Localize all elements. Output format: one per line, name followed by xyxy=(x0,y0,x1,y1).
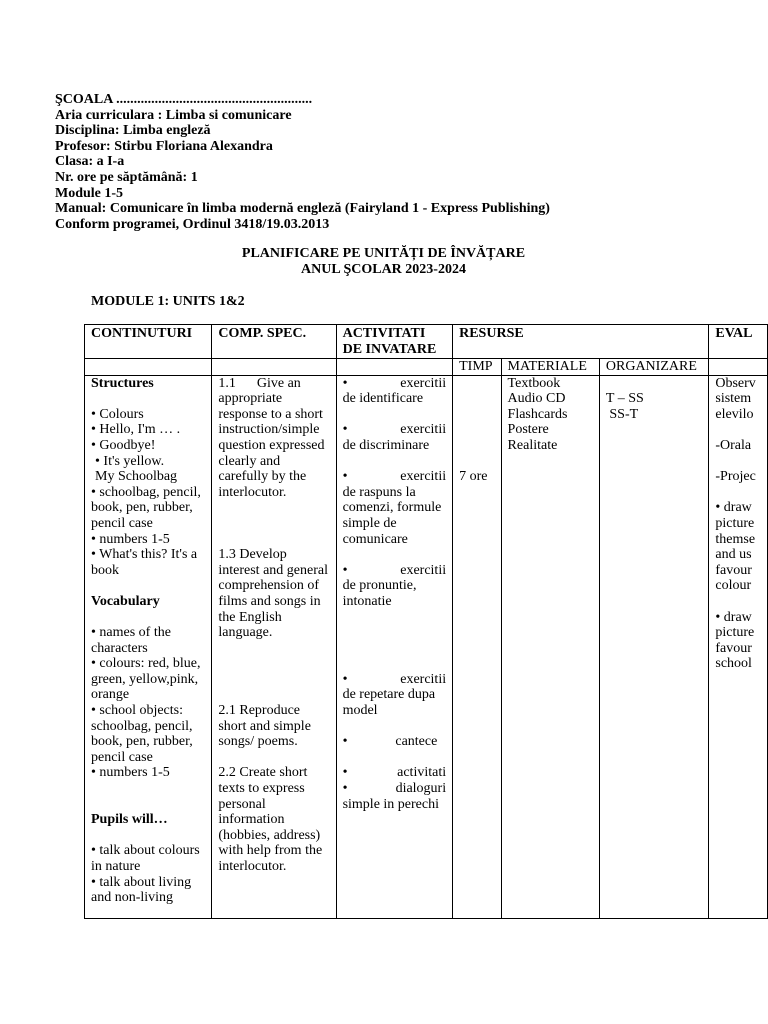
activity-text: de repetare dupa model xyxy=(342,687,436,719)
activity-item: • cantece xyxy=(342,734,438,750)
list-item: • Goodbye! xyxy=(91,437,156,453)
document-title xyxy=(0,246,768,278)
list-item: • numbers 1-5 xyxy=(91,765,170,781)
subheader-timp: TIMP xyxy=(453,359,501,376)
header-teacher: Profesor: Stirbu Floriana Alexandra xyxy=(55,138,273,154)
material-item: Realitate xyxy=(507,437,558,453)
evaluation-line: colour xyxy=(715,578,752,594)
evaluation-line: • draw xyxy=(715,500,752,516)
activity-text: de pronuntie, intonatie xyxy=(342,578,417,609)
activity-item: • exercitii xyxy=(342,671,447,687)
activity-text: simple in perechi xyxy=(342,796,439,812)
list-item: • colours: red, blue, green, yellow,pink, orange xyxy=(91,656,201,703)
time-value: 7 ore xyxy=(459,469,488,485)
header-class: Clasa: a I-a xyxy=(55,154,125,170)
evaluation-line: picture xyxy=(715,515,755,531)
cell-materiale xyxy=(501,375,599,918)
activity-text: de raspuns la comenzi, formule simple de comunicare xyxy=(342,484,442,547)
list-item: • It's yellow. xyxy=(95,453,165,469)
material-item: Flashcards xyxy=(507,406,568,422)
material-item: Audio CD xyxy=(507,391,566,407)
organization-item: SS-T xyxy=(605,406,639,422)
activity-item: • exercitii xyxy=(342,422,447,438)
competence-item: 2.2 Create short texts to express personal information (hobbies, address) with help from the interlocutor. xyxy=(218,765,323,874)
subheader-materiale: MATERIALE xyxy=(501,359,599,376)
evaluation-line: elevilo xyxy=(715,406,754,422)
cell-activitati xyxy=(336,375,453,918)
activity-text: de discriminare xyxy=(342,437,430,453)
header-discipline: Disciplina: Limba engleză xyxy=(55,123,211,139)
header-activitati: ACTIVITATI DE INVATARE xyxy=(336,325,453,359)
cell-comp-spec xyxy=(212,375,336,918)
evaluation-line: and us xyxy=(715,547,752,563)
competence-item: 1.1 Give an appropriate response to a short instruction/simple question expressed clearly and carefully by the interlocutor. xyxy=(218,375,329,500)
header-comp-spec: COMP. SPEC. xyxy=(212,325,336,359)
evaluation-line: picture xyxy=(715,625,755,641)
evaluation-line: -Orala xyxy=(715,437,752,453)
activity-item: • exercitii xyxy=(342,469,447,485)
evaluation-line: -Projec xyxy=(715,469,756,485)
list-item: • school objects: schoolbag, pencil, book, pen, rubber, pencil case xyxy=(91,703,193,765)
list-item: • Hello, I'm … . xyxy=(91,422,181,438)
evaluation-line: school xyxy=(715,656,752,672)
competence-item: 2.1 Reproduce short and simple songs/ poems. xyxy=(218,703,311,750)
title-line-2: ANUL ŞCOLAR 2023-2024 xyxy=(301,262,466,277)
activity-item: • dialoguri xyxy=(342,781,447,797)
list-item: • names of the characters xyxy=(91,625,171,656)
activity-text: de identificare xyxy=(342,391,424,407)
material-item: Postere xyxy=(507,422,549,438)
evaluation-line: Observ xyxy=(715,375,756,391)
list-item: • numbers 1-5 xyxy=(91,531,170,547)
organization-item: T – SS xyxy=(605,391,644,407)
activity-item: • activitati xyxy=(342,765,447,781)
pupils-title: Pupils will… xyxy=(91,812,168,828)
header-curricular-area: Aria curriculara : Limba si comunicare xyxy=(55,107,292,123)
evaluation-line: • draw xyxy=(715,609,752,625)
evaluation-line: themse xyxy=(715,531,756,547)
document-header xyxy=(55,92,550,232)
header-resurse: RESURSE xyxy=(453,325,709,359)
cell-organizare xyxy=(599,375,708,918)
cell-continuturi xyxy=(85,375,212,918)
planning-table xyxy=(84,324,768,919)
competence-item: 1.3 Develop interest and general comprehension of films and songs in the English language. xyxy=(218,547,328,641)
header-manual: Manual: Comunicare în limba modernă engleză (Fairyland 1 - Express Publishing) xyxy=(55,201,550,217)
header-hours: Nr. ore pe săptămână: 1 xyxy=(55,169,198,185)
activity-item: • exercitii xyxy=(342,562,447,578)
evaluation-line: sistem xyxy=(715,391,752,407)
header-programme: Conform programei, Ordinul 3418/19.03.2013 xyxy=(55,216,330,232)
header-continuturi: CONTINUTURI xyxy=(85,325,212,359)
list-item: My Schoolbag xyxy=(95,469,178,485)
evaluation-line: favour xyxy=(715,640,752,656)
activity-item: • exercitii xyxy=(342,375,447,391)
module-heading: MODULE 1: UNITS 1&2 xyxy=(91,294,245,309)
material-item: Textbook xyxy=(507,375,561,391)
cell-timp xyxy=(453,375,501,918)
header-modules: Module 1-5 xyxy=(55,185,124,201)
list-item: • schoolbag, pencil, book, pen, rubber, pencil case xyxy=(91,484,201,531)
vocabulary-title: Vocabulary xyxy=(91,593,160,609)
list-item: • What's this? It's a book xyxy=(91,547,198,578)
cell-evaluare xyxy=(709,375,768,918)
header-evaluare: EVAL xyxy=(709,325,768,359)
title-line-1: PLANIFICARE PE UNITĂȚI DE ÎNVĂȚARE xyxy=(241,246,526,261)
header-school: ŞCOALA ........................................................ xyxy=(55,92,313,107)
list-item: • talk about colours in nature xyxy=(91,843,200,874)
list-item: • Colours xyxy=(91,406,144,422)
subheader-organizare: ORGANIZARE xyxy=(599,359,708,376)
evaluation-line: favour xyxy=(715,562,752,578)
list-item: • talk about living and non-living xyxy=(91,874,192,906)
structures-title: Structures xyxy=(91,375,154,391)
